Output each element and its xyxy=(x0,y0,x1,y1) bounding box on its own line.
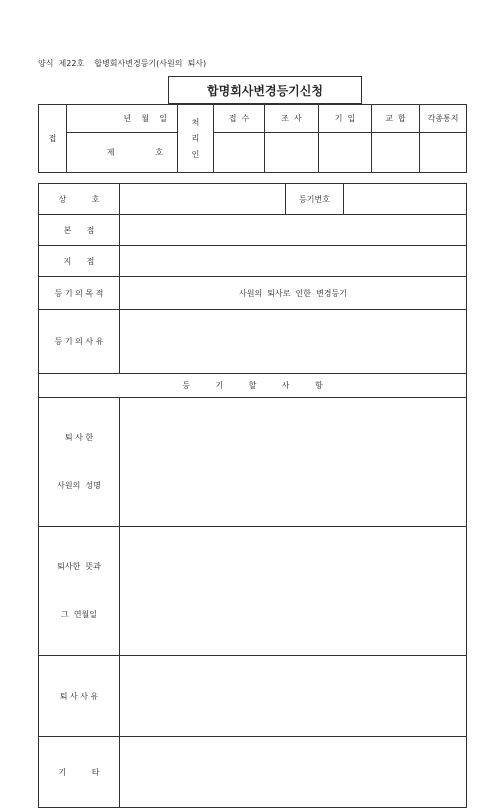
application-table xyxy=(38,183,467,808)
branch-label: 지 점 xyxy=(39,246,120,277)
retirement-date-field[interactable] xyxy=(120,527,467,656)
registration-number-label: 등기번호 xyxy=(286,184,344,215)
col-entry: 기 입 xyxy=(319,105,372,133)
company-name-label: 상 호 xyxy=(39,184,120,215)
reception-jeop: 접 xyxy=(39,105,67,173)
purpose-value: 사원의 퇴사로 인한 변경등기 xyxy=(120,277,467,310)
verification-cell[interactable] xyxy=(372,133,420,173)
entry-cell[interactable] xyxy=(319,133,372,173)
reason-label: 등 기 의 사 유 xyxy=(39,310,120,374)
matters-header: 등 기 할 사 항 xyxy=(39,374,467,398)
head-office-field[interactable] xyxy=(120,215,467,246)
col-inspection: 조 사 xyxy=(265,105,319,133)
page-title: 합명회사변경등기신청 xyxy=(168,76,362,104)
notices-cell[interactable] xyxy=(420,133,467,173)
registration-number-field[interactable] xyxy=(344,184,467,215)
processing-stamp-label: 처 리 인 xyxy=(178,105,214,173)
col-notices: 각종통지 xyxy=(420,105,467,133)
form-number: 양식 제22호 합병회사변경등기(사원의 퇴사) xyxy=(38,59,207,68)
other-field[interactable] xyxy=(120,737,467,808)
reception-date-label: 년 월 일 xyxy=(67,105,178,133)
col-verification: 교 합 xyxy=(372,105,420,133)
reception-cell[interactable] xyxy=(214,133,265,173)
other-label: 기 타 xyxy=(39,737,120,808)
head-office-label: 본 점 xyxy=(39,215,120,246)
retirement-reason-field[interactable] xyxy=(120,656,467,737)
col-reception: 접 수 xyxy=(214,105,265,133)
purpose-label: 등 기 의 목 적 xyxy=(39,277,120,310)
retirement-reason-label: 퇴 사 사 유 xyxy=(39,656,120,737)
reception-table xyxy=(38,104,467,173)
retirement-date-label: 퇴사한 뜻과 그 연월일 xyxy=(39,527,120,656)
reason-field[interactable] xyxy=(120,310,467,374)
inspection-cell[interactable] xyxy=(265,133,319,173)
reception-number-label: 제 호 xyxy=(67,133,178,173)
branch-field[interactable] xyxy=(120,246,467,277)
retired-member-name-field[interactable] xyxy=(120,398,467,527)
company-name-field[interactable] xyxy=(120,184,286,215)
retired-member-name-label: 퇴 사 한 사원의 성명 xyxy=(39,398,120,527)
